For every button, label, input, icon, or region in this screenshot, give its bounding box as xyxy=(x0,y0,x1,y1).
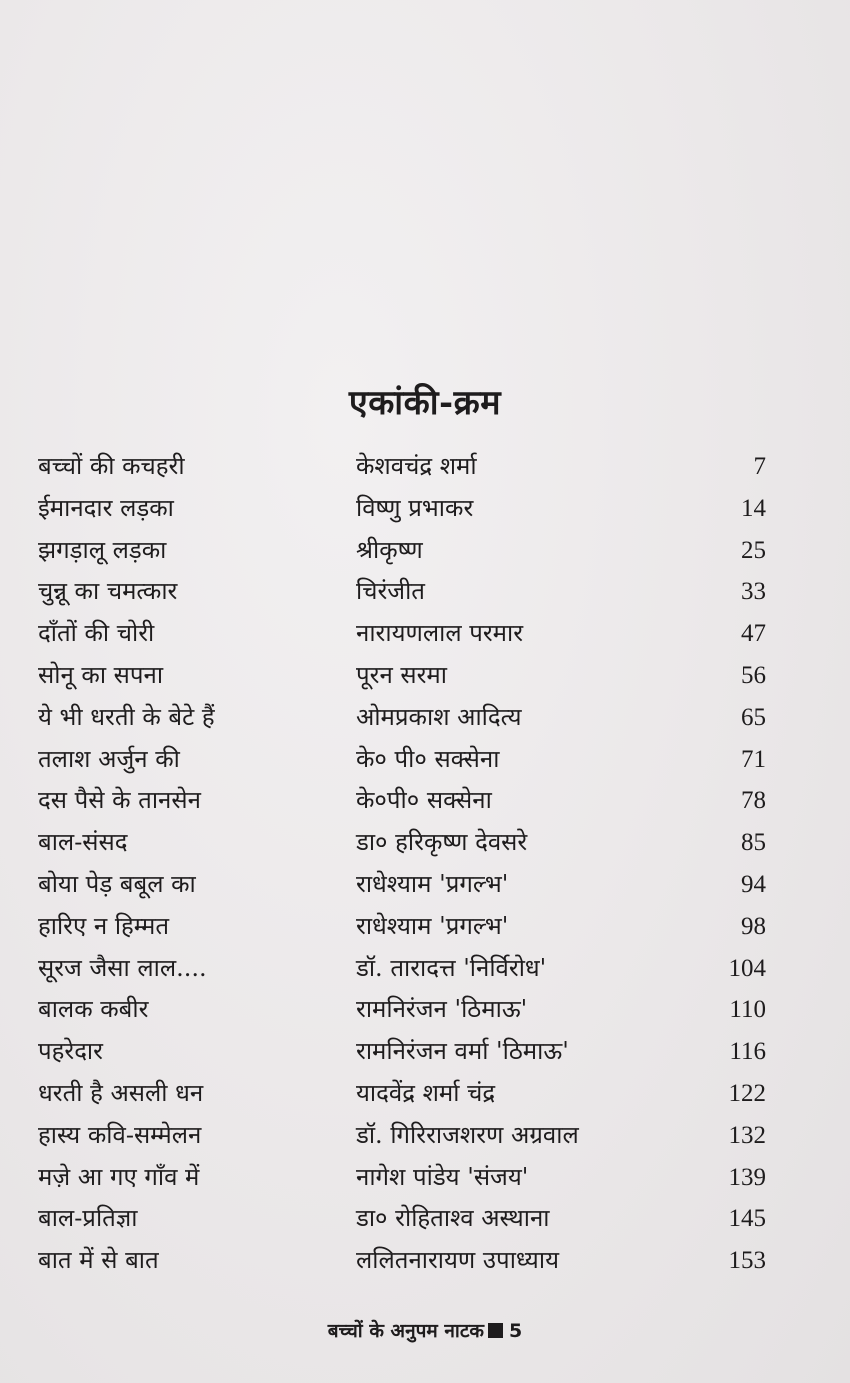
entry-title: दाँतों की चोरी xyxy=(38,619,155,648)
footer-book-title: बच्चों के अनुपम नाटक xyxy=(327,1320,485,1342)
entry-page-number: 94 xyxy=(741,870,766,898)
entry-author: केशवचंद्र शर्मा xyxy=(356,452,477,480)
toc-entry xyxy=(38,1157,766,1199)
entry-title: बोया पेड़ बबूल का xyxy=(38,869,196,898)
toc-entry xyxy=(38,1198,766,1240)
toc-entry xyxy=(38,822,766,864)
entry-title: हारिए न हिम्मत xyxy=(38,911,170,940)
entry-title: हास्य कवि-सम्मेलन xyxy=(38,1120,202,1149)
entry-title: पहरेदार xyxy=(38,1037,103,1066)
entry-title: झगड़ालू लड़का xyxy=(38,535,167,564)
entry-page-number: 33 xyxy=(741,578,766,606)
entry-title: धरती है असली धन xyxy=(38,1078,204,1107)
entry-author: डा० हरिकृष्ण देवसरे xyxy=(356,828,528,857)
toc-entry xyxy=(38,655,766,697)
entry-page-number: 71 xyxy=(741,745,766,773)
entry-page-number: 47 xyxy=(741,620,766,648)
entry-title: बाल-प्रतिज्ञा xyxy=(38,1204,138,1233)
entry-title: सोनू का सपना xyxy=(38,660,164,689)
toc-entry xyxy=(38,697,766,739)
table-of-contents xyxy=(38,446,766,1282)
entry-title: दस पैसे के तानसेन xyxy=(38,786,201,815)
toc-entry xyxy=(38,1031,766,1073)
entry-page-number: 85 xyxy=(741,829,766,857)
entry-author: रामनिरंजन वर्मा 'ठिमाऊ' xyxy=(356,1037,569,1066)
entry-title: ईमानदार लड़का xyxy=(38,493,174,522)
entry-author: श्रीकृष्ण xyxy=(356,535,423,564)
entry-page-number: 14 xyxy=(741,494,766,522)
toc-entry xyxy=(38,488,766,530)
toc-entry xyxy=(38,780,766,822)
entry-page-number: 25 xyxy=(741,536,766,564)
entry-page-number: 122 xyxy=(728,1079,766,1107)
entry-author: यादवेंद्र शर्मा चंद्र xyxy=(356,1078,496,1107)
page-heading: एकांकी-क्रम xyxy=(348,383,502,423)
entry-author: विष्णु प्रभाकर xyxy=(356,493,474,522)
entry-title: बालक कबीर xyxy=(38,995,149,1024)
entry-page-number: 65 xyxy=(741,703,766,731)
entry-author: डॉ. गिरिराजशरण अग्रवाल xyxy=(356,1120,579,1149)
page-footer xyxy=(0,1317,850,1343)
entry-author: ललितनारायण उपाध्याय xyxy=(356,1246,559,1275)
square-bullet-icon xyxy=(488,1323,503,1338)
entry-author: राधेश्याम 'प्रगल्भ' xyxy=(356,911,509,940)
entry-author: डा० रोहिताश्व अस्थाना xyxy=(356,1204,550,1233)
toc-entry xyxy=(38,948,766,990)
entry-page-number: 145 xyxy=(728,1205,766,1233)
toc-entry xyxy=(38,906,766,948)
entry-page-number: 78 xyxy=(741,787,766,815)
entry-page-number: 110 xyxy=(729,996,766,1024)
entry-title: बात में से बात xyxy=(38,1246,159,1275)
entry-title: ये भी धरती के बेटे हैं xyxy=(38,702,215,731)
toc-entry xyxy=(38,530,766,572)
entry-page-number: 7 xyxy=(753,453,766,480)
entry-page-number: 132 xyxy=(728,1121,766,1149)
entry-author: राधेश्याम 'प्रगल्भ' xyxy=(356,869,509,898)
entry-author: के० पी० सक्सेना xyxy=(356,744,500,773)
entry-page-number: 116 xyxy=(729,1038,766,1066)
entry-author: ओमप्रकाश आदित्य xyxy=(356,702,522,731)
toc-entry xyxy=(38,613,766,655)
entry-author: नागेश पांडेय 'संजय' xyxy=(356,1162,529,1191)
toc-entry xyxy=(38,446,766,488)
toc-entry xyxy=(38,1073,766,1115)
entry-page-number: 153 xyxy=(728,1247,766,1275)
entry-author: नारायणलाल परमार xyxy=(356,619,524,648)
entry-title: सूरज जैसा लाल.... xyxy=(38,953,207,982)
entry-page-number: 104 xyxy=(728,954,766,982)
toc-entry xyxy=(38,571,766,613)
footer-page-number: 5 xyxy=(509,1320,523,1342)
entry-author: डॉ. तारादत्त 'निर्विरोध' xyxy=(356,953,547,982)
entry-title: बाल-संसद xyxy=(38,828,128,857)
toc-entry xyxy=(38,1115,766,1157)
entry-page-number: 98 xyxy=(741,912,766,940)
entry-author: चिरंजीत xyxy=(356,577,425,606)
entry-title: चुन्नू का चमत्कार xyxy=(38,577,178,606)
entry-page-number: 56 xyxy=(741,661,766,689)
entry-title: मज़े आ गए गाँव में xyxy=(38,1162,200,1191)
toc-entry xyxy=(38,1240,766,1282)
entry-page-number: 139 xyxy=(728,1163,766,1191)
entry-author: के०पी० सक्सेना xyxy=(356,786,492,815)
entry-author: पूरन सरमा xyxy=(356,660,448,689)
toc-entry xyxy=(38,739,766,781)
entry-author: रामनिरंजन 'ठिमाऊ' xyxy=(356,995,528,1024)
toc-entry xyxy=(38,864,766,906)
entry-title: बच्चों की कचहरी xyxy=(38,452,185,480)
entry-title: तलाश अर्जुन की xyxy=(38,744,180,773)
toc-entry xyxy=(38,989,766,1031)
